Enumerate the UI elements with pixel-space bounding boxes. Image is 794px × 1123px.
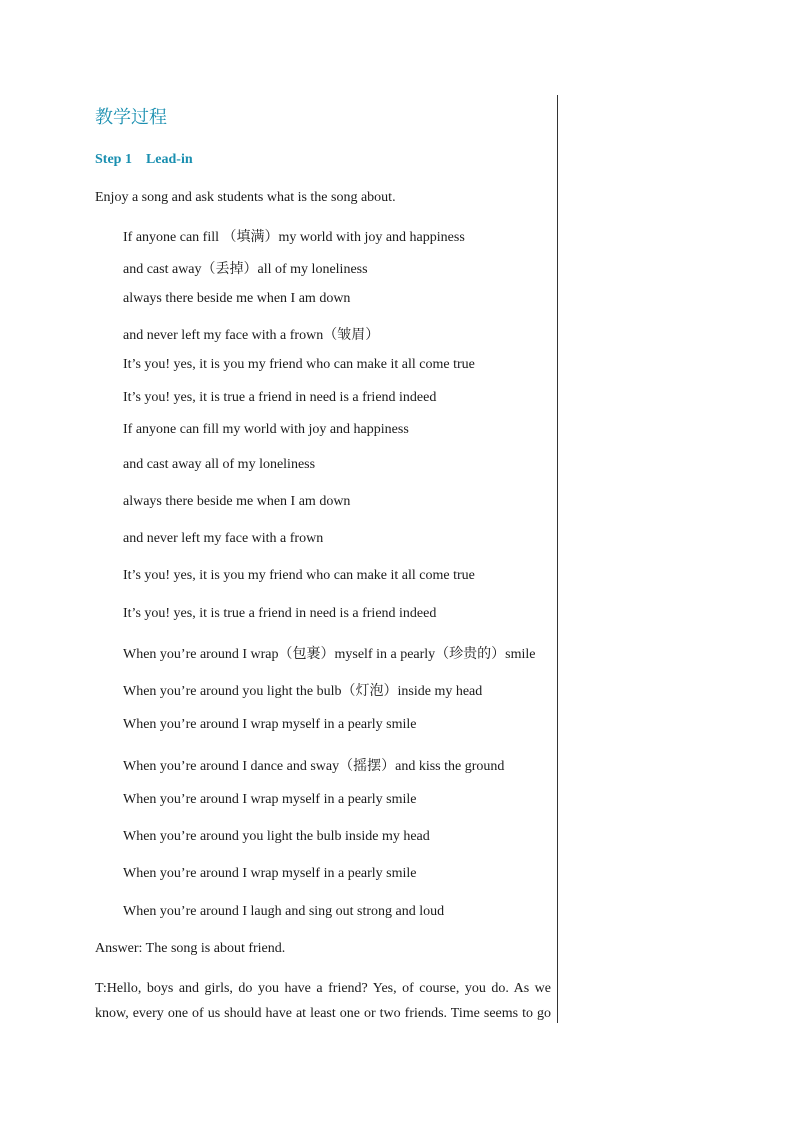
- lyric-line: When you’re around I wrap myself in a pearly smile: [123, 866, 417, 881]
- lyric-line: always there beside me when I am down: [123, 291, 351, 306]
- lyric-line: If anyone can fill （填满）my world with joy and happiness: [123, 230, 465, 245]
- lyric-line: It’s you! yes, it is true a friend in need is a friend indeed: [123, 606, 437, 621]
- body-paragraph: [95, 976, 551, 1026]
- lyric-line: When you’re around I wrap myself in a pearly smile: [123, 792, 417, 807]
- step-name: Lead-in: [145, 152, 193, 167]
- lyric-line: and cast away（丢掉）all of my loneliness: [123, 262, 368, 277]
- lyric-line: and never left my face with a frown（皱眉）: [123, 328, 380, 343]
- lyric-line: It’s you! yes, it is you my friend who can make it all come true: [123, 568, 475, 583]
- paragraph-line: T:Hello, boys and girls, do you have a friend? Yes, of course, you do. As we: [95, 981, 551, 996]
- lyric-line: When you’re around you light the bulb inside my head: [123, 829, 430, 844]
- lyric-line: always there beside me when I am down: [123, 494, 351, 509]
- step-heading: [95, 152, 193, 168]
- lyric-line: When you’re around I laugh and sing out strong and loud: [123, 904, 445, 919]
- lyric-line: It’s you! yes, it is you my friend who can make it all come true: [123, 357, 475, 372]
- lyric-line: and cast away all of my loneliness: [123, 457, 316, 472]
- lyric-line: When you’re around I wrap myself in a pearly smile: [123, 717, 417, 732]
- answer-text: Answer: The song is about friend.: [95, 941, 286, 956]
- step-number: Step 1: [95, 152, 132, 167]
- lyric-line: When you’re around I wrap（包裹）myself in a pearly（珍贵的）smile: [123, 647, 536, 662]
- lyric-line: When you’re around you light the bulb（灯泡）inside my head: [123, 684, 483, 699]
- lyric-line: and never left my face with a frown: [123, 531, 324, 546]
- section-heading: 教学过程: [95, 107, 167, 128]
- margin-rule: [557, 95, 558, 1023]
- paragraph-line: know, every one of us should have at least one or two friends. Time seems to go: [95, 1006, 551, 1021]
- lyric-line: When you’re around I dance and sway（摇摆）and kiss the ground: [123, 759, 505, 774]
- lyric-line: If anyone can fill my world with joy and happiness: [123, 422, 409, 437]
- lyric-line: It’s you! yes, it is true a friend in need is a friend indeed: [123, 390, 437, 405]
- intro-text: Enjoy a song and ask students what is the song about.: [95, 190, 396, 205]
